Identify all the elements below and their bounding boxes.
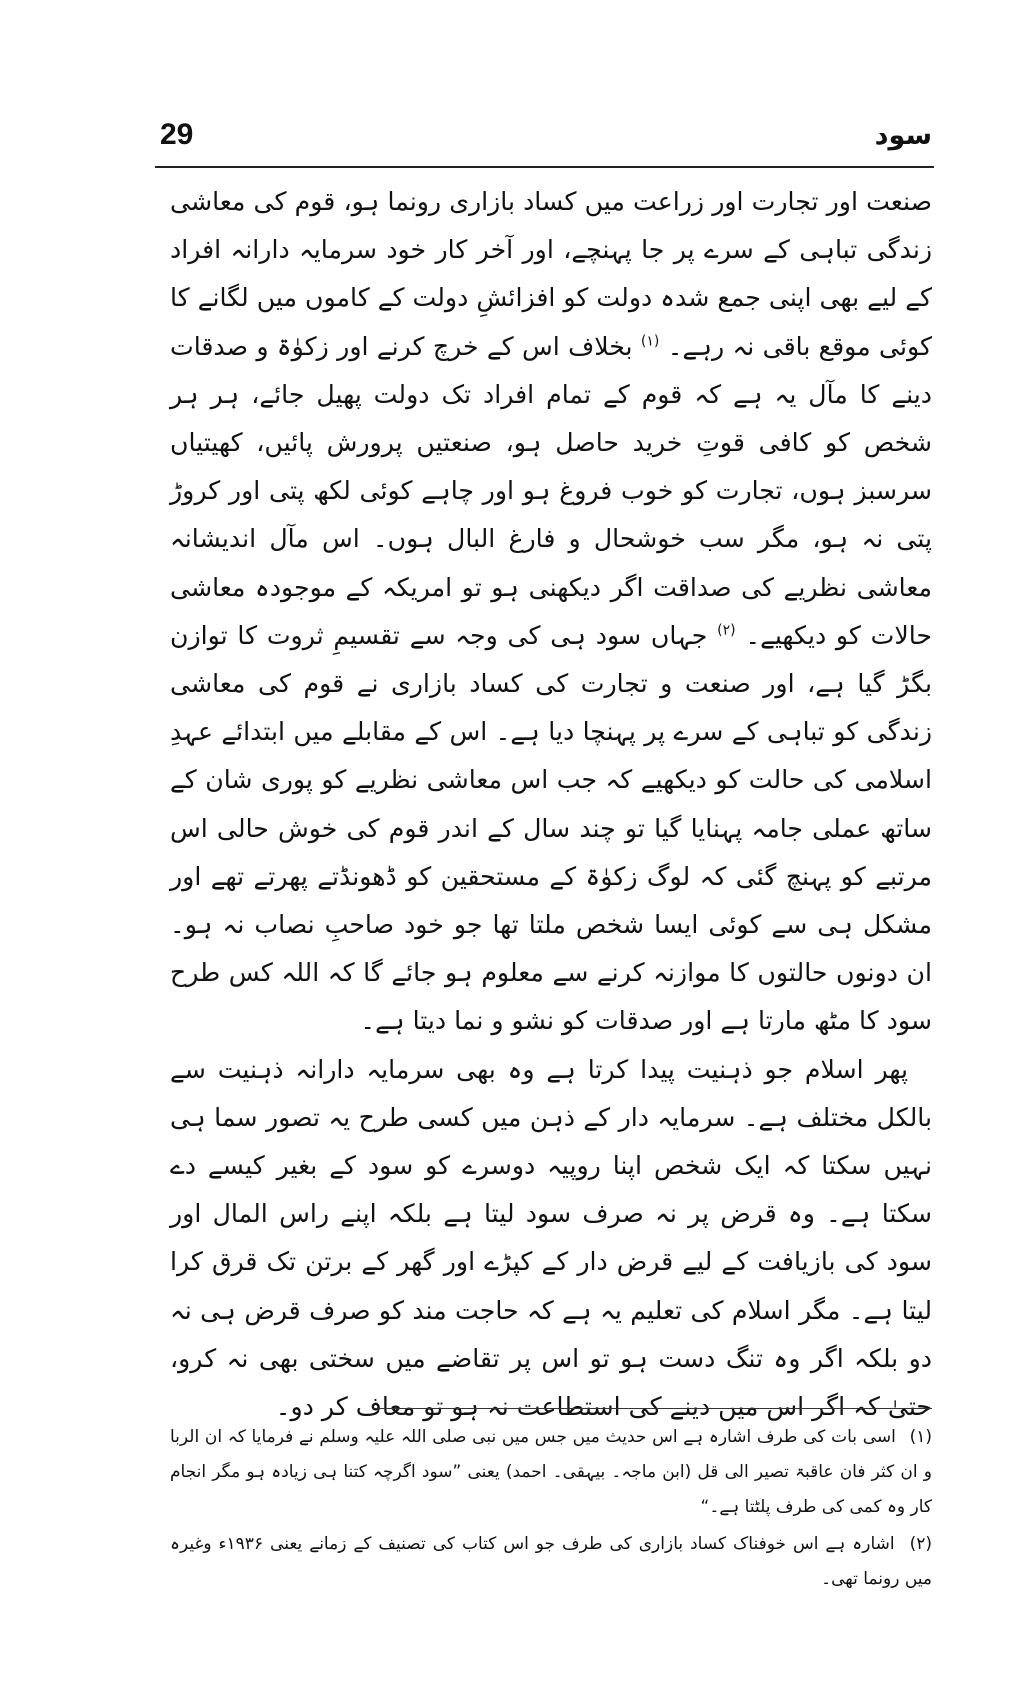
footnote-1 xyxy=(170,1420,932,1525)
running-title: سود xyxy=(874,120,932,151)
body-text xyxy=(170,178,932,1431)
page-number: 29 xyxy=(160,118,194,151)
footnote-ref-1: (۱) xyxy=(640,333,660,350)
paragraph-1 xyxy=(170,178,932,1046)
paragraph-1-part-a: صنعت اور تجارت اور زراعت میں کساد بازاری رونما ہو، قوم کی معاشی زندگی تباہی کے سرے پر جا پہنچے، اور آخر کار خود سرمایہ دارانہ افراد کے لیے بھی اپنی جمع شدہ دولت کو افزائشِ دولت کے کاموں میں لگانے کا کوئی موقع باقی نہ رہے۔ xyxy=(170,187,932,361)
paragraph-1-part-c: جہاں سود ہی کی وجہ سے تقسیمِ ثروت کا توازن بگڑ گیا ہے، اور صنعت و تجارت کی کساد بازاری نے قوم کی معاشی زندگی کو تباہی کے سرے پر پہنچا دیا ہے۔ اس کے مقابلے میں ابتدائے عہدِ اسلامی کی حالت کو دیکھیے کہ جب اس معاشی نظریے کو پوری شان کے ساتھ عملی جامہ پہنایا گیا تو چند سال کے اندر قوم کی خوش حالی اس مرتبے کو پہنچ گئی کہ لوگ زکوٰۃ کے مستحقین کو ڈھونڈتے پھرتے تھے اور مشکل ہی سے کوئی ایسا شخص ملتا تھا جو خود صاحبِ نصاب نہ ہو۔ ان دونوں حالتوں کا موازنہ کرنے سے معلوم ہو جائے گا کہ اللہ کس طرح سود کا مٹھ مارتا ہے اور صدقات کو نشو و نما دیتا ہے۔ xyxy=(170,620,932,1036)
footnotes xyxy=(170,1420,932,1599)
paragraph-1-part-b: بخلاف اس کے خرچ کرنے اور زکوٰۃ و صدقات دینے کا مآل یہ ہے کہ قوم کے تمام افراد تک دولت پھیل جائے، ہر ہر شخص کو کافی قوتِ خرید حاصل ہو، صنعتیں پرورش پائیں، کھیتیاں سرسبز ہوں، تجارت کو خوب فروغ ہو اور چاہے کوئی لکھ پتی اور کروڑ پتی نہ ہو، مگر سب خوشحال و فارغ البال ہوں۔ اس مآل اندیشانہ معاشی نظریے کی صداقت اگر دیکھنی ہو تو امریکہ کے موجودہ معاشی حالات کو دیکھیے۔ xyxy=(170,331,932,650)
footnote-2-marker: (۲) xyxy=(909,1534,933,1554)
header-rule xyxy=(155,166,934,168)
footnote-1-text: اسی بات کی طرف اشارہ ہے اس حدیث میں جس میں نبی صلی اللہ علیہ وسلم نے فرمایا کہ ان الربا و ان کثر فان عاقبۃ تصیر الی قل (ابن ماجہ۔ بیہقی۔ احمد) یعنی ”سود اگرچہ کتنا ہی زیادہ ہو مگر انجام کار وہ کمی کی طرف پلٹتا ہے۔“ xyxy=(170,1427,932,1517)
footnote-rule xyxy=(372,1408,932,1409)
footnote-2 xyxy=(170,1527,932,1597)
footnote-2-text: اشارہ ہے اس خوفناک کساد بازاری کی طرف جو اس کتاب کی تصنیف کے زمانے یعنی ۱۹۳۶ء وغیرہ میں رونما تھی۔ xyxy=(170,1534,932,1589)
footnote-ref-2: (۲) xyxy=(717,622,736,639)
paragraph-2: پھر اسلام جو ذہنیت پیدا کرتا ہے وہ بھی سرمایہ دارانہ ذہنیت سے بالکل مختلف ہے۔ سرمایہ دار کے ذہن میں کسی طرح یہ تصور سما ہی نہیں سکتا کہ ایک شخص اپنا روپیہ دوسرے کو سود کے بغیر کیسے دے سکتا ہے۔ وہ قرض پر نہ صرف سود لیتا ہے بلکہ اپنے راس المال اور سود کی بازیافت کے لیے قرض دار کے کپڑے اور گھر کے برتن تک قرق کرا لیتا ہے۔ مگر اسلام کی تعلیم یہ ہے کہ حاجت مند کو صرف قرض ہی نہ دو بلکہ اگر وہ تنگ دست ہو تو اس پر تقاضے میں سختی بھی نہ کرو، حتیٰ کہ اگر اس میں دینے کی استطاعت نہ ہو تو معاف کر دو۔ xyxy=(170,1054,932,1422)
footnote-1-marker: (۱) xyxy=(909,1427,932,1447)
